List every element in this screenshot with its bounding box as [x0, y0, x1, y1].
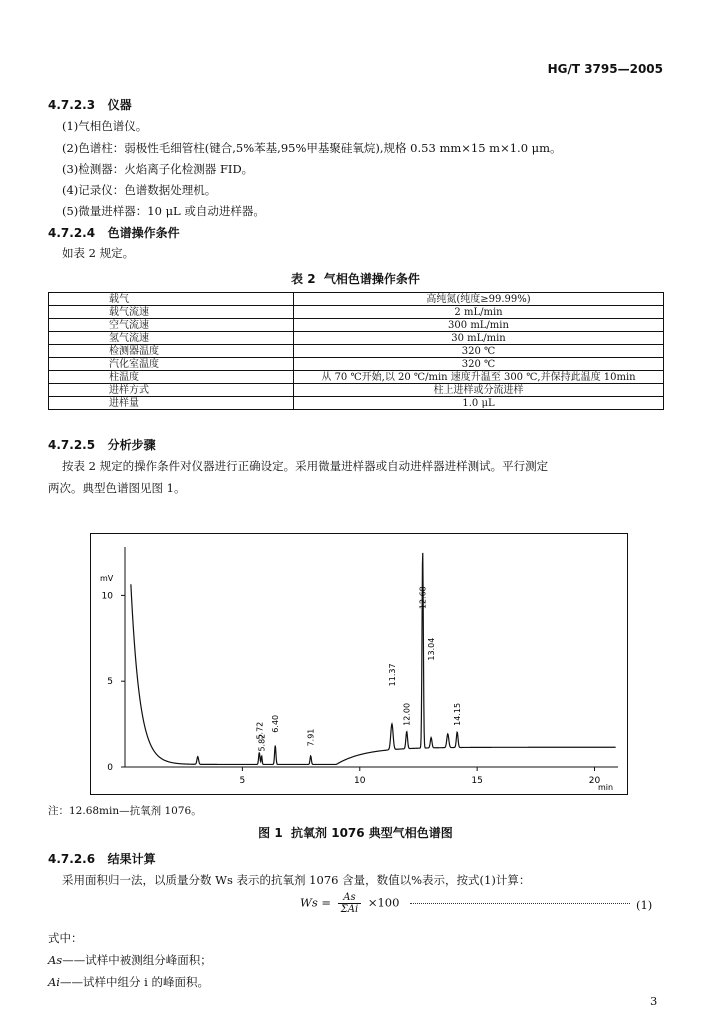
instrument-item-2: (2)色谱柱：弱极性毛细管柱(键合,5%苯基,95%甲基聚硅氧烷),规格 0.53 mm×15 m×1.0 μm。	[62, 141, 562, 155]
definition-text: ——试样中组分 i 的峰面积。	[59, 975, 209, 989]
table-row	[49, 384, 664, 397]
peak-label: 6.40	[271, 714, 281, 733]
param-name: 进样方式	[49, 384, 294, 397]
peak-label: 5.72	[255, 721, 265, 740]
x-tick-label: 10	[354, 776, 366, 786]
param-value: 1.0 μL	[294, 397, 664, 410]
table-row	[49, 371, 664, 384]
param-name: 载气流速	[49, 306, 294, 319]
formula	[300, 892, 399, 915]
param-value: 高纯氮(纯度≥99.99%)	[294, 293, 664, 306]
figure-caption: 图 1 抗氧剂 1076 典型气相色谱图	[258, 826, 453, 840]
peak-label: 7.91	[306, 728, 316, 747]
formula-lhs: Ws =	[300, 895, 332, 910]
x-tick-label: 20	[588, 776, 601, 786]
peak-label: 11.37	[387, 663, 397, 687]
page-number: 3	[650, 994, 658, 1008]
param-name: 空气流速	[49, 319, 294, 332]
table-caption: 表 2 气相色谱操作条件	[291, 272, 420, 286]
x-axis-unit: min	[598, 783, 614, 792]
instrument-item-1: (1)气相色谱仪。	[62, 119, 148, 133]
formula-numerator: As	[338, 892, 362, 904]
table-row	[49, 293, 664, 306]
param-name: 氢气流速	[49, 332, 294, 345]
table-row	[49, 397, 664, 410]
definition-symbol: Ai	[48, 975, 60, 989]
param-name: 汽化室温度	[49, 358, 294, 371]
table-row	[49, 358, 664, 371]
param-name: 柱温度	[49, 371, 294, 384]
y-tick-label: 0	[107, 763, 113, 773]
table-row	[49, 319, 664, 332]
formula-denominator: ΣAi	[340, 904, 359, 915]
standard-header: HG/T 3795—2005	[547, 62, 663, 76]
x-ticks	[240, 767, 601, 786]
y-axis-label: mV	[100, 574, 114, 583]
section-4726-heading	[48, 850, 156, 867]
param-name: 进样量	[49, 397, 294, 410]
param-value: 从 70 ℃开始,以 20 ℃/min 速度升温至 300 ℃,并保持此温度 10min	[294, 371, 664, 384]
param-value: 柱上进样或分流进样	[294, 384, 664, 397]
figure-note: 注：12.68min—抗氧剂 1076。	[48, 805, 202, 817]
chromatogram-chart	[90, 533, 628, 795]
section-number: 4.7.2.4	[48, 226, 96, 240]
y-ticks	[102, 591, 125, 773]
param-value: 30 mL/min	[294, 332, 664, 345]
chromatogram-trace	[131, 553, 616, 764]
definition-symbol: As	[48, 953, 63, 967]
instrument-item-5: (5)微量进样器：10 μL 或自动进样器。	[62, 204, 265, 218]
param-value: 320 ℃	[294, 358, 664, 371]
section-4724-text: 如表 2 规定。	[62, 246, 135, 260]
formula-number: (1)	[636, 898, 653, 912]
section-4725-heading	[48, 436, 156, 453]
section-number: 4.7.2.6	[48, 852, 96, 866]
where-label: 式中：	[48, 931, 83, 945]
formula-leader	[410, 903, 630, 904]
x-tick-label: 15	[471, 776, 483, 786]
table-row	[49, 332, 664, 345]
param-name: 检测器温度	[49, 345, 294, 358]
param-value: 300 mL/min	[294, 319, 664, 332]
definition-2	[48, 974, 209, 990]
section-number: 4.7.2.5	[48, 438, 96, 452]
peak-label: 5.82	[257, 733, 267, 752]
peak-label: 14.15	[453, 702, 463, 726]
instrument-item-3: (3)检测器：火焰离子化检测器 FID。	[62, 162, 254, 176]
section-number: 4.7.2.3	[48, 98, 96, 112]
x-tick-label: 5	[239, 776, 246, 786]
param-value: 2 mL/min	[294, 306, 664, 319]
section-title: 色谱操作条件	[107, 226, 180, 240]
peak-labels	[255, 586, 462, 751]
y-tick-label: 10	[101, 591, 113, 602]
instrument-item-4: (4)记录仪：色谱数据处理机。	[62, 183, 217, 197]
formula-fraction	[338, 892, 362, 915]
section-title: 仪器	[107, 98, 132, 112]
section-4725-line1: 按表 2 规定的操作条件对仪器进行正确设定。采用微量进样器或自动进样器进样测试。平行测定	[62, 459, 549, 473]
peak-label: 12.68	[418, 586, 428, 610]
param-name: 载气	[49, 293, 294, 306]
conditions-table	[48, 292, 664, 410]
section-4725-line2: 两次。典型色谱图见图 1。	[48, 481, 186, 495]
peak-label: 12.00	[402, 702, 412, 726]
formula-tail: ×100	[367, 895, 400, 910]
y-tick-label: 5	[107, 677, 113, 688]
definition-1	[48, 952, 212, 968]
table-row	[49, 306, 664, 319]
section-4726-text: 采用面积归一法，以质量分数 Ws 表示的抗氧剂 1076 含量，数值以%表示，按式(1)计算：	[62, 873, 531, 887]
section-4724-heading	[48, 224, 180, 241]
definition-text: ——试样中被测组分峰面积；	[62, 953, 212, 967]
section-title: 结果计算	[107, 852, 156, 866]
peak-label: 13.04	[427, 637, 437, 661]
table-row	[49, 345, 664, 358]
param-value: 320 ℃	[294, 345, 664, 358]
section-4723-heading	[48, 96, 132, 113]
section-title: 分析步骤	[107, 438, 156, 452]
